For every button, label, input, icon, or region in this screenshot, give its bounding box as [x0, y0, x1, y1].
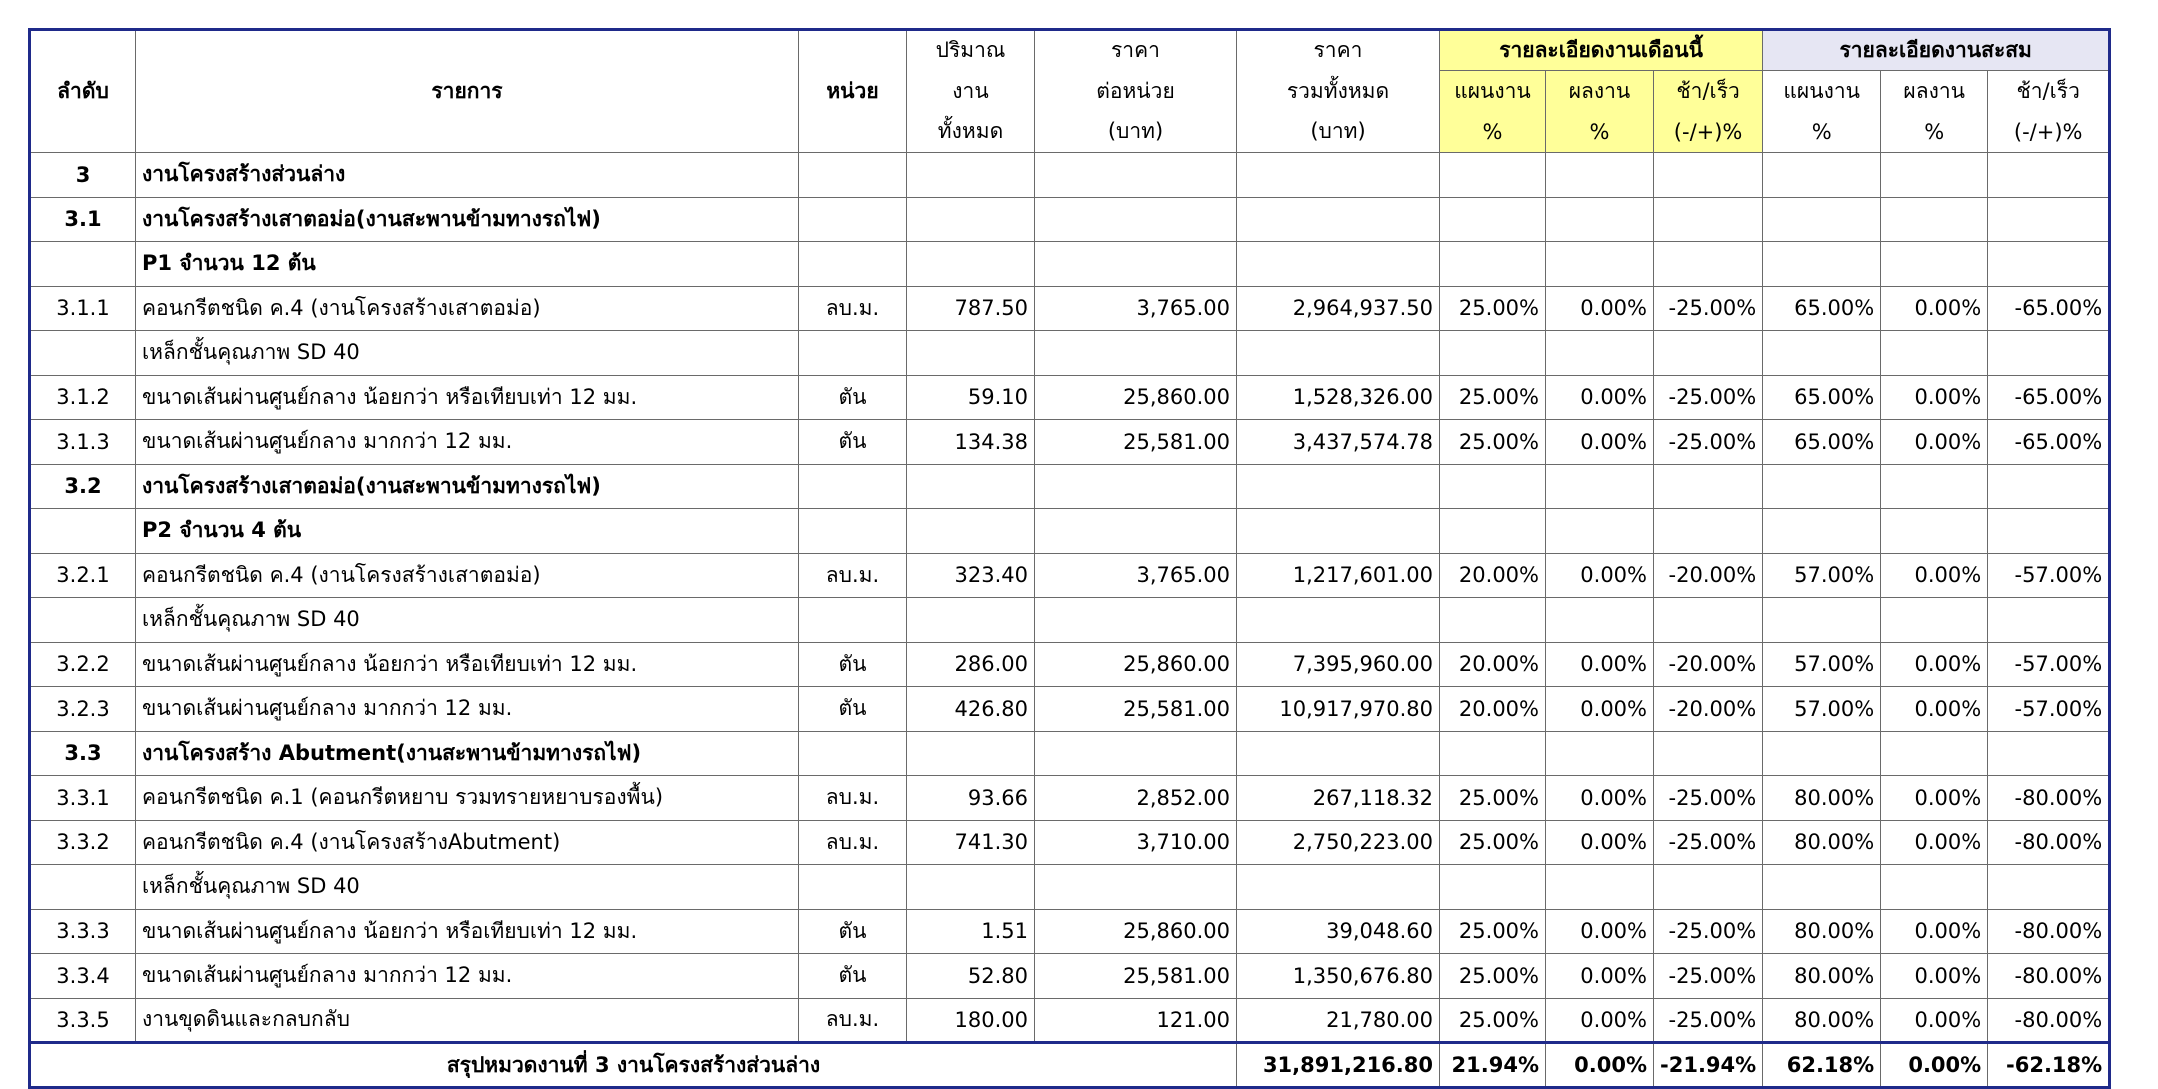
cell-month-result: 0.00% [1546, 954, 1654, 999]
cell-month-diff [1654, 197, 1763, 242]
cell-item: คอนกรีตชนิด ค.4 (งานโครงสร้างเสาตอม่อ) [136, 553, 799, 598]
cell-total: 39,048.60 [1237, 909, 1440, 954]
cell-item: ขนาดเส้นผ่านศูนย์กลาง มากกว่า 12 มม. [136, 420, 799, 465]
cell-no: 3.3.1 [30, 776, 136, 821]
cell-item: P1 จำนวน 12 ต้น [136, 242, 799, 287]
cell-cum-diff: -57.00% [1988, 642, 2110, 687]
cell-month-plan: 20.00% [1440, 553, 1546, 598]
cell-cum-diff: -80.00% [1988, 998, 2110, 1043]
cell-month-plan: 25.00% [1440, 909, 1546, 954]
cell-month-diff [1654, 598, 1763, 643]
cell-month-diff [1654, 242, 1763, 287]
summary-month-result: 0.00% [1546, 1043, 1654, 1088]
cell-cum-plan: 57.00% [1763, 642, 1881, 687]
cell-month-diff: -25.00% [1654, 954, 1763, 999]
cell-cum-diff [1988, 865, 2110, 910]
cell-unit-price: 25,581.00 [1035, 687, 1237, 732]
cell-qty: 426.80 [907, 687, 1035, 732]
cell-unit-price [1035, 509, 1237, 554]
cell-no: 3.2 [30, 464, 136, 509]
header-cum-diff: ช้า/เร็ว [1988, 71, 2110, 112]
cell-total: 1,528,326.00 [1237, 375, 1440, 420]
cell-cum-diff: -65.00% [1988, 420, 2110, 465]
cell-unit-price [1035, 598, 1237, 643]
cell-cum-diff: -57.00% [1988, 553, 2110, 598]
work-progress-table [28, 28, 2111, 1089]
cell-cum-diff [1988, 331, 2110, 376]
summary-month-diff: -21.94% [1654, 1043, 1763, 1088]
cell-total: 21,780.00 [1237, 998, 1440, 1043]
cell-month-plan [1440, 509, 1546, 554]
cell-cum-plan: 65.00% [1763, 286, 1881, 331]
summary-cum-plan: 62.18% [1763, 1043, 1881, 1088]
cell-month-diff: -20.00% [1654, 642, 1763, 687]
cell-cum-diff: -65.00% [1988, 375, 2110, 420]
cell-no: 3.1 [30, 197, 136, 242]
cell-month-plan: 25.00% [1440, 776, 1546, 821]
cell-total: 2,750,223.00 [1237, 820, 1440, 865]
header-total-line1: ราคา [1237, 30, 1440, 71]
cell-unit: ลบ.ม. [799, 286, 907, 331]
cell-month-result: 0.00% [1546, 998, 1654, 1043]
cell-unit-price [1035, 464, 1237, 509]
cell-no: 3.2.2 [30, 642, 136, 687]
cell-no [30, 331, 136, 376]
cell-month-plan: 25.00% [1440, 820, 1546, 865]
cell-qty [907, 464, 1035, 509]
cell-month-plan: 20.00% [1440, 687, 1546, 732]
cell-no [30, 865, 136, 910]
cell-no: 3.3.2 [30, 820, 136, 865]
header-item: รายการ [136, 30, 799, 153]
cell-total: 2,964,937.50 [1237, 286, 1440, 331]
cell-qty [907, 242, 1035, 287]
cell-total [1237, 509, 1440, 554]
cell-cum-diff: -80.00% [1988, 776, 2110, 821]
cell-unit: ตัน [799, 687, 907, 732]
cell-qty [907, 731, 1035, 776]
cell-month-diff [1654, 331, 1763, 376]
header-cum-diff-unit: (-/+)% [1988, 112, 2110, 153]
cell-cum-result [1881, 197, 1988, 242]
cell-month-result: 0.00% [1546, 909, 1654, 954]
cell-qty: 93.66 [907, 776, 1035, 821]
cell-month-diff [1654, 464, 1763, 509]
cell-qty [907, 865, 1035, 910]
header-month-diff: ช้า/เร็ว [1654, 71, 1763, 112]
table-row [30, 954, 2110, 999]
cell-cum-plan [1763, 242, 1881, 287]
cell-unit-price [1035, 153, 1237, 198]
cell-month-result [1546, 509, 1654, 554]
cell-cum-diff: -80.00% [1988, 820, 2110, 865]
cell-unit-price: 2,852.00 [1035, 776, 1237, 821]
cell-qty: 286.00 [907, 642, 1035, 687]
cell-no: 3.1.2 [30, 375, 136, 420]
table-row [30, 865, 2110, 910]
header-month-result: ผลงาน [1546, 71, 1654, 112]
cell-cum-diff: -80.00% [1988, 954, 2110, 999]
summary-cum-result: 0.00% [1881, 1043, 1988, 1088]
cell-no: 3.3.4 [30, 954, 136, 999]
cell-cum-plan: 80.00% [1763, 954, 1881, 999]
cell-cum-result: 0.00% [1881, 820, 1988, 865]
summary-label: สรุปหมวดงานที่ 3 งานโครงสร้างส่วนล่าง [30, 1043, 1237, 1088]
cell-qty: 741.30 [907, 820, 1035, 865]
cell-month-result [1546, 598, 1654, 643]
cell-month-plan: 20.00% [1440, 642, 1546, 687]
cell-month-diff: -25.00% [1654, 820, 1763, 865]
table-body [30, 153, 2110, 1043]
cell-item: เหล็กชั้นคุณภาพ SD 40 [136, 331, 799, 376]
cell-no: 3.3.3 [30, 909, 136, 954]
cell-no [30, 509, 136, 554]
cell-total [1237, 197, 1440, 242]
cell-unit: ลบ.ม. [799, 998, 907, 1043]
cell-unit-price: 3,710.00 [1035, 820, 1237, 865]
cell-month-diff: -25.00% [1654, 286, 1763, 331]
cell-item: ขนาดเส้นผ่านศูนย์กลาง มากกว่า 12 มม. [136, 687, 799, 732]
cell-cum-plan [1763, 197, 1881, 242]
table-row [30, 642, 2110, 687]
cell-cum-plan [1763, 598, 1881, 643]
table-row [30, 153, 2110, 198]
cell-cum-plan: 80.00% [1763, 820, 1881, 865]
cell-no [30, 598, 136, 643]
cell-item: P2 จำนวน 4 ต้น [136, 509, 799, 554]
cell-cum-result [1881, 509, 1988, 554]
cell-item: คอนกรีตชนิด ค.1 (คอนกรีตหยาบ รวมทรายหยาบรองพื้น) [136, 776, 799, 821]
cell-cum-result: 0.00% [1881, 776, 1988, 821]
cell-unit-price [1035, 242, 1237, 287]
cell-month-diff [1654, 509, 1763, 554]
cell-cum-result [1881, 242, 1988, 287]
cell-cum-diff: -80.00% [1988, 909, 2110, 954]
cell-month-result [1546, 197, 1654, 242]
header-unit: หน่วย [799, 30, 907, 153]
cell-total [1237, 731, 1440, 776]
cell-unit: ตัน [799, 420, 907, 465]
header-cum-plan-unit: % [1763, 112, 1881, 153]
cell-item: คอนกรีตชนิด ค.4 (งานโครงสร้างเสาตอม่อ) [136, 286, 799, 331]
table-header [30, 30, 2110, 153]
table-row [30, 420, 2110, 465]
cell-qty: 59.10 [907, 375, 1035, 420]
cell-qty [907, 598, 1035, 643]
cell-month-plan [1440, 153, 1546, 198]
cell-qty [907, 331, 1035, 376]
cell-unit-price [1035, 731, 1237, 776]
cell-total: 10,917,970.80 [1237, 687, 1440, 732]
cell-unit [799, 865, 907, 910]
cell-qty [907, 153, 1035, 198]
cell-unit [799, 598, 907, 643]
cell-cum-plan [1763, 331, 1881, 376]
summary-row [30, 1043, 2110, 1088]
cell-unit: ลบ.ม. [799, 776, 907, 821]
cell-unit-price: 3,765.00 [1035, 286, 1237, 331]
cell-unit: ตัน [799, 642, 907, 687]
cell-unit [799, 242, 907, 287]
cell-month-plan [1440, 331, 1546, 376]
cell-no: 3.3.5 [30, 998, 136, 1043]
cell-month-result: 0.00% [1546, 776, 1654, 821]
cell-month-result [1546, 153, 1654, 198]
cell-month-diff: -25.00% [1654, 909, 1763, 954]
cell-month-result [1546, 865, 1654, 910]
cell-month-result: 0.00% [1546, 420, 1654, 465]
cell-item: งานโครงสร้าง Abutment(งานสะพานข้ามทางรถไฟ) [136, 731, 799, 776]
cell-no: 3.1.3 [30, 420, 136, 465]
cell-unit [799, 509, 907, 554]
cell-month-result: 0.00% [1546, 687, 1654, 732]
cell-unit [799, 197, 907, 242]
cell-no [30, 242, 136, 287]
cell-total [1237, 865, 1440, 910]
cell-month-plan [1440, 464, 1546, 509]
cell-item: คอนกรีตชนิด ค.4 (งานโครงสร้างAbutment) [136, 820, 799, 865]
cell-no: 3.3 [30, 731, 136, 776]
cell-month-diff [1654, 731, 1763, 776]
cell-no: 3.1.1 [30, 286, 136, 331]
cell-total [1237, 242, 1440, 287]
cell-unit-price: 25,581.00 [1035, 954, 1237, 999]
header-total-line2: รวมทั้งหมด [1237, 71, 1440, 112]
cell-cum-plan: 80.00% [1763, 998, 1881, 1043]
table-row [30, 286, 2110, 331]
cell-unit-price [1035, 865, 1237, 910]
cell-month-result [1546, 464, 1654, 509]
cell-total: 1,350,676.80 [1237, 954, 1440, 999]
cell-cum-plan: 57.00% [1763, 553, 1881, 598]
cell-cum-result: 0.00% [1881, 286, 1988, 331]
cell-cum-result: 0.00% [1881, 642, 1988, 687]
cell-item: งานขุดดินและกลบกลับ [136, 998, 799, 1043]
cell-total [1237, 464, 1440, 509]
table-row [30, 331, 2110, 376]
header-qty-line3: ทั้งหมด [907, 112, 1035, 153]
cell-unit-price: 25,860.00 [1035, 642, 1237, 687]
cell-unit: ตัน [799, 954, 907, 999]
table-row [30, 509, 2110, 554]
table-row [30, 464, 2110, 509]
cell-month-result: 0.00% [1546, 375, 1654, 420]
cell-unit [799, 331, 907, 376]
header-price-line1: ราคา [1035, 30, 1237, 71]
cell-cum-plan [1763, 509, 1881, 554]
cell-month-diff [1654, 865, 1763, 910]
cell-cum-result [1881, 153, 1988, 198]
cell-item: ขนาดเส้นผ่านศูนย์กลาง น้อยกว่า หรือเทียบเท่า 12 มม. [136, 909, 799, 954]
summary-month-plan: 21.94% [1440, 1043, 1546, 1088]
header-month-result-unit: % [1546, 112, 1654, 153]
cell-month-result: 0.00% [1546, 286, 1654, 331]
table-row [30, 776, 2110, 821]
cell-cum-plan [1763, 865, 1881, 910]
cell-qty: 323.40 [907, 553, 1035, 598]
cell-unit: ตัน [799, 909, 907, 954]
cell-unit [799, 153, 907, 198]
cell-qty: 787.50 [907, 286, 1035, 331]
cell-no: 3.2.1 [30, 553, 136, 598]
cell-unit-price [1035, 197, 1237, 242]
cell-total: 3,437,574.78 [1237, 420, 1440, 465]
cell-month-diff: -25.00% [1654, 420, 1763, 465]
header-cum-result-unit: % [1881, 112, 1988, 153]
cell-unit: ตัน [799, 375, 907, 420]
cell-total [1237, 153, 1440, 198]
cell-month-plan [1440, 731, 1546, 776]
cell-cum-result: 0.00% [1881, 954, 1988, 999]
header-cumulative-group: รายละเอียดงานสะสม [1763, 30, 2110, 71]
cell-item: ขนาดเส้นผ่านศูนย์กลาง น้อยกว่า หรือเทียบเท่า 12 มม. [136, 642, 799, 687]
cell-month-diff: -20.00% [1654, 687, 1763, 732]
header-month-diff-unit: (-/+)% [1654, 112, 1763, 153]
cell-no: 3 [30, 153, 136, 198]
header-total-line3: (บาท) [1237, 112, 1440, 153]
cell-cum-result: 0.00% [1881, 909, 1988, 954]
cell-qty [907, 509, 1035, 554]
cell-cum-result: 0.00% [1881, 420, 1988, 465]
cell-cum-result: 0.00% [1881, 687, 1988, 732]
table-row [30, 998, 2110, 1043]
cell-cum-diff [1988, 153, 2110, 198]
cell-unit-price: 25,860.00 [1035, 375, 1237, 420]
cell-month-result: 0.00% [1546, 642, 1654, 687]
cell-item: งานโครงสร้างส่วนล่าง [136, 153, 799, 198]
cell-cum-diff: -65.00% [1988, 286, 2110, 331]
cell-month-result: 0.00% [1546, 553, 1654, 598]
cell-item: งานโครงสร้างเสาตอม่อ(งานสะพานข้ามทางรถไฟ) [136, 464, 799, 509]
header-no: ลำดับ [30, 30, 136, 153]
cell-month-result [1546, 731, 1654, 776]
cell-cum-diff [1988, 731, 2110, 776]
header-month-plan: แผนงาน [1440, 71, 1546, 112]
cell-total: 267,118.32 [1237, 776, 1440, 821]
cell-cum-plan: 80.00% [1763, 909, 1881, 954]
summary-total: 31,891,216.80 [1237, 1043, 1440, 1088]
cell-cum-result [1881, 464, 1988, 509]
table-row [30, 687, 2110, 732]
cell-qty: 1.51 [907, 909, 1035, 954]
cell-qty: 180.00 [907, 998, 1035, 1043]
cell-item: เหล็กชั้นคุณภาพ SD 40 [136, 598, 799, 643]
cell-cum-plan [1763, 153, 1881, 198]
cell-cum-result: 0.00% [1881, 375, 1988, 420]
cell-total [1237, 598, 1440, 643]
cell-cum-diff [1988, 509, 2110, 554]
cell-cum-diff [1988, 242, 2110, 287]
header-qty-line2: งาน [907, 71, 1035, 112]
cell-month-plan: 25.00% [1440, 286, 1546, 331]
cell-cum-result [1881, 731, 1988, 776]
header-qty-line1: ปริมาณ [907, 30, 1035, 71]
cell-month-plan [1440, 865, 1546, 910]
cell-cum-result [1881, 598, 1988, 643]
cell-month-diff: -25.00% [1654, 998, 1763, 1043]
cell-no: 3.2.3 [30, 687, 136, 732]
cell-unit-price: 25,860.00 [1035, 909, 1237, 954]
cell-cum-diff [1988, 598, 2110, 643]
cell-unit [799, 731, 907, 776]
summary-cum-diff: -62.18% [1988, 1043, 2110, 1088]
table-row [30, 909, 2110, 954]
cell-unit-price: 3,765.00 [1035, 553, 1237, 598]
cell-month-result [1546, 242, 1654, 287]
cell-month-diff: -25.00% [1654, 375, 1763, 420]
cell-month-plan [1440, 242, 1546, 287]
table-row [30, 375, 2110, 420]
cell-total: 7,395,960.00 [1237, 642, 1440, 687]
cell-item: ขนาดเส้นผ่านศูนย์กลาง มากกว่า 12 มม. [136, 954, 799, 999]
cell-unit [799, 464, 907, 509]
cell-cum-result: 0.00% [1881, 553, 1988, 598]
cell-total [1237, 331, 1440, 376]
cell-cum-result [1881, 331, 1988, 376]
table-row [30, 553, 2110, 598]
cell-month-plan: 25.00% [1440, 998, 1546, 1043]
header-cum-result: ผลงาน [1881, 71, 1988, 112]
cell-month-diff [1654, 153, 1763, 198]
cell-cum-result: 0.00% [1881, 998, 1988, 1043]
cell-unit: ลบ.ม. [799, 820, 907, 865]
cell-month-result: 0.00% [1546, 820, 1654, 865]
cell-item: เหล็กชั้นคุณภาพ SD 40 [136, 865, 799, 910]
cell-cum-diff [1988, 197, 2110, 242]
cell-cum-plan [1763, 464, 1881, 509]
cell-item: ขนาดเส้นผ่านศูนย์กลาง น้อยกว่า หรือเทียบเท่า 12 มม. [136, 375, 799, 420]
cell-qty [907, 197, 1035, 242]
cell-cum-plan: 65.00% [1763, 375, 1881, 420]
cell-cum-plan: 80.00% [1763, 776, 1881, 821]
cell-unit-price [1035, 331, 1237, 376]
header-price-line3: (บาท) [1035, 112, 1237, 153]
cell-month-diff: -20.00% [1654, 553, 1763, 598]
table-row [30, 242, 2110, 287]
cell-cum-diff: -57.00% [1988, 687, 2110, 732]
table-row [30, 197, 2110, 242]
cell-month-plan: 25.00% [1440, 420, 1546, 465]
cell-month-diff: -25.00% [1654, 776, 1763, 821]
cell-total: 1,217,601.00 [1237, 553, 1440, 598]
cell-cum-plan: 57.00% [1763, 687, 1881, 732]
cell-item: งานโครงสร้างเสาตอม่อ(งานสะพานข้ามทางรถไฟ) [136, 197, 799, 242]
cell-unit: ลบ.ม. [799, 553, 907, 598]
cell-qty: 52.80 [907, 954, 1035, 999]
cell-unit-price: 121.00 [1035, 998, 1237, 1043]
table-row [30, 820, 2110, 865]
table-row [30, 598, 2110, 643]
header-price-line2: ต่อหน่วย [1035, 71, 1237, 112]
cell-month-plan: 25.00% [1440, 954, 1546, 999]
cell-qty: 134.38 [907, 420, 1035, 465]
cell-month-result [1546, 331, 1654, 376]
cell-month-plan [1440, 598, 1546, 643]
header-month-group: รายละเอียดงานเดือนนี้ [1440, 30, 1763, 71]
cell-cum-plan: 65.00% [1763, 420, 1881, 465]
cell-month-plan: 25.00% [1440, 375, 1546, 420]
cell-month-plan [1440, 197, 1546, 242]
cell-unit-price: 25,581.00 [1035, 420, 1237, 465]
header-month-plan-unit: % [1440, 112, 1546, 153]
table-row [30, 731, 2110, 776]
header-cum-plan: แผนงาน [1763, 71, 1881, 112]
cell-cum-diff [1988, 464, 2110, 509]
cell-cum-result [1881, 865, 1988, 910]
cell-cum-plan [1763, 731, 1881, 776]
